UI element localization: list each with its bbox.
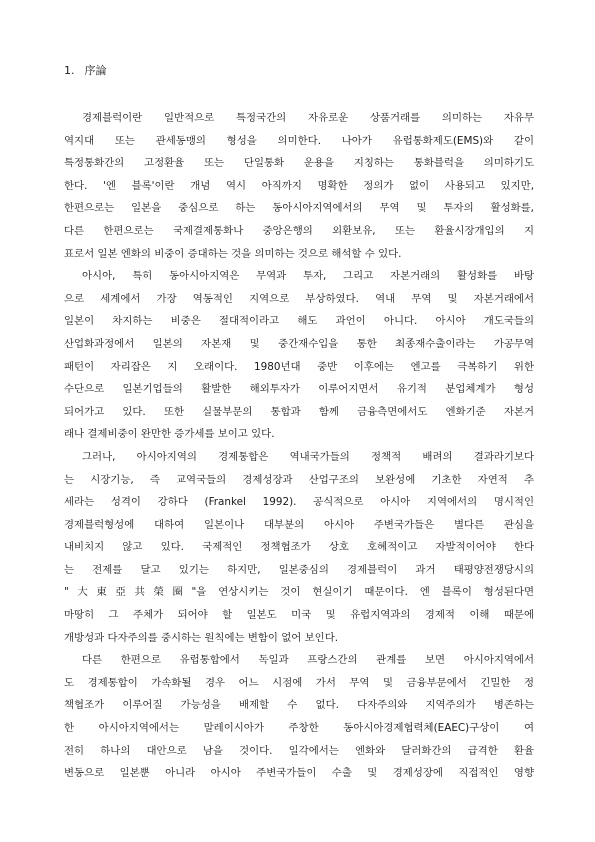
text-line: 개방성과 다자주의를 중시하는 원칙에는 변함이 없어 보인다.: [64, 631, 339, 644]
text-line: 세라는 성격이 강하다 (Frankel 1992). 공식적으로 아시아 지역에서의 명시적인: [64, 496, 534, 509]
text-line: 으로 세계에서 가장 역동적인 지역으로 부상하였다. 역내 무역 및 자본거래에서: [64, 292, 534, 305]
text-line: 아시아, 특히 동아시아지역은 무역과 투자, 그리고 자본거래의 활성화를 바탕: [82, 270, 534, 283]
section-heading: [64, 63, 107, 79]
text-line: 책협조가 이루어질 가능성을 배제할 수 없다. 다자주의와 지역주의가 병존하는: [64, 699, 534, 712]
text-line: 전히 하나의 대안으로 남을 것이다. 일각에서는 엔화와 달러화간의 급격한 환율: [64, 744, 534, 757]
text-line: 일본이 차지하는 비중은 절대적이라고 해도 과언이 아니다. 아시아 개도국들의: [64, 315, 534, 328]
text-line: 래나 결제비중이 완만한 증가세를 보이고 있다.: [64, 428, 275, 441]
text-line: 도 경제통합이 가속화될 경우 어느 시점에 가서 무역 및 금융부문에서 긴밀한 정: [64, 676, 534, 689]
text-line: "大東亞共榮圈"을 연상시키는 것이 현실이기 때문이다. 엔 블록이 형성된다면: [64, 586, 534, 599]
text-line: 표로서 일본 엔화의 비중이 증대하는 것을 의미하는 것으로 해석할 수 있다.: [64, 247, 402, 260]
text-line: 그러나, 아시아지역의 경제통합은 역내국가들의 정책적 배려의 결과라기보다: [82, 450, 534, 463]
text-line: 한편으로는 일본을 중심으로 하는 동아시아지역에서의 무역 및 투자의 활성화를,: [64, 202, 534, 215]
text-line: 수단으로 일본기업들의 활발한 해외투자가 이루어지면서 유기적 분업체계가 형성: [64, 383, 534, 396]
text-line: 산업화과정에서 일본의 자본재 및 중간재수입을 통한 최종재수출이라는 가공무역: [64, 337, 534, 350]
section-number: 1.: [64, 64, 75, 77]
text-line: 특정통화간의 고정환율 또는 단일통화 운용을 지칭하는 통화블럭을 의미하기도: [64, 157, 534, 170]
text-line: 역지대 또는 관세동맹의 형성을 의미한다. 나아가 유럽통화제도(EMS)와 같이: [64, 134, 534, 147]
text-line: 패턴이 자리잡은 지 오래이다. 1980년대 중반 이후에는 엔고를 극복하기 위한: [64, 360, 534, 373]
text-line: 는 시장기능, 즉 교역국들의 경제성장과 산업구조의 보완성에 기초한 자연적 추: [64, 473, 534, 486]
text-line: 변동으로 일본뿐 아니라 아시아 주변국가들이 수출 및 경제성장에 직접적인 영향: [64, 767, 534, 780]
text-line: 다른 한편으로는 국제결제통화나 중앙은행의 외환보유, 또는 환율시장개입의 지: [64, 224, 534, 237]
text-line: 한다. '엔 블록'이란 개념 역시 아직까지 명확한 정의가 없이 사용되고 있지만,: [64, 179, 534, 192]
text-line: 경제블럭이란 일반적으로 특정국간의 자유로운 상품거래를 의미하는 자유무: [82, 112, 534, 124]
section-title: 序論: [84, 64, 107, 77]
text-line: 되어가고 있다. 또한 실물부문의 통합과 함께 금융측면에서도 엔화기준 자본거: [64, 405, 534, 418]
body-text: [64, 107, 534, 785]
text-line: 는 전제를 달고 있기는 하지만, 일본중심의 경제블럭이 과거 태평양전쟁당시의: [64, 563, 534, 576]
text-line: 다른 한편으로 유럽통합에서 독일과 프랑스간의 관계를 보면 아시아지역에서: [82, 654, 534, 667]
text-line: 한 아시아지역에서는 말레이시아가 주창한 동아시아경제협력체(EAEC)구상이 여: [64, 722, 534, 735]
text-line: 경제블럭형성에 대하여 일본이나 대부분의 아시아 주변국가들은 별다른 관심을: [64, 518, 534, 531]
text-line: 마땅히 그 주체가 되어야 할 일본도 미국 및 유럽지역과의 경제적 이해 때문에: [64, 609, 534, 622]
text-line: 내비치지 않고 있다. 국제적인 정책협조가 상호 호혜적이고 자발적이어야 한다: [64, 541, 534, 554]
